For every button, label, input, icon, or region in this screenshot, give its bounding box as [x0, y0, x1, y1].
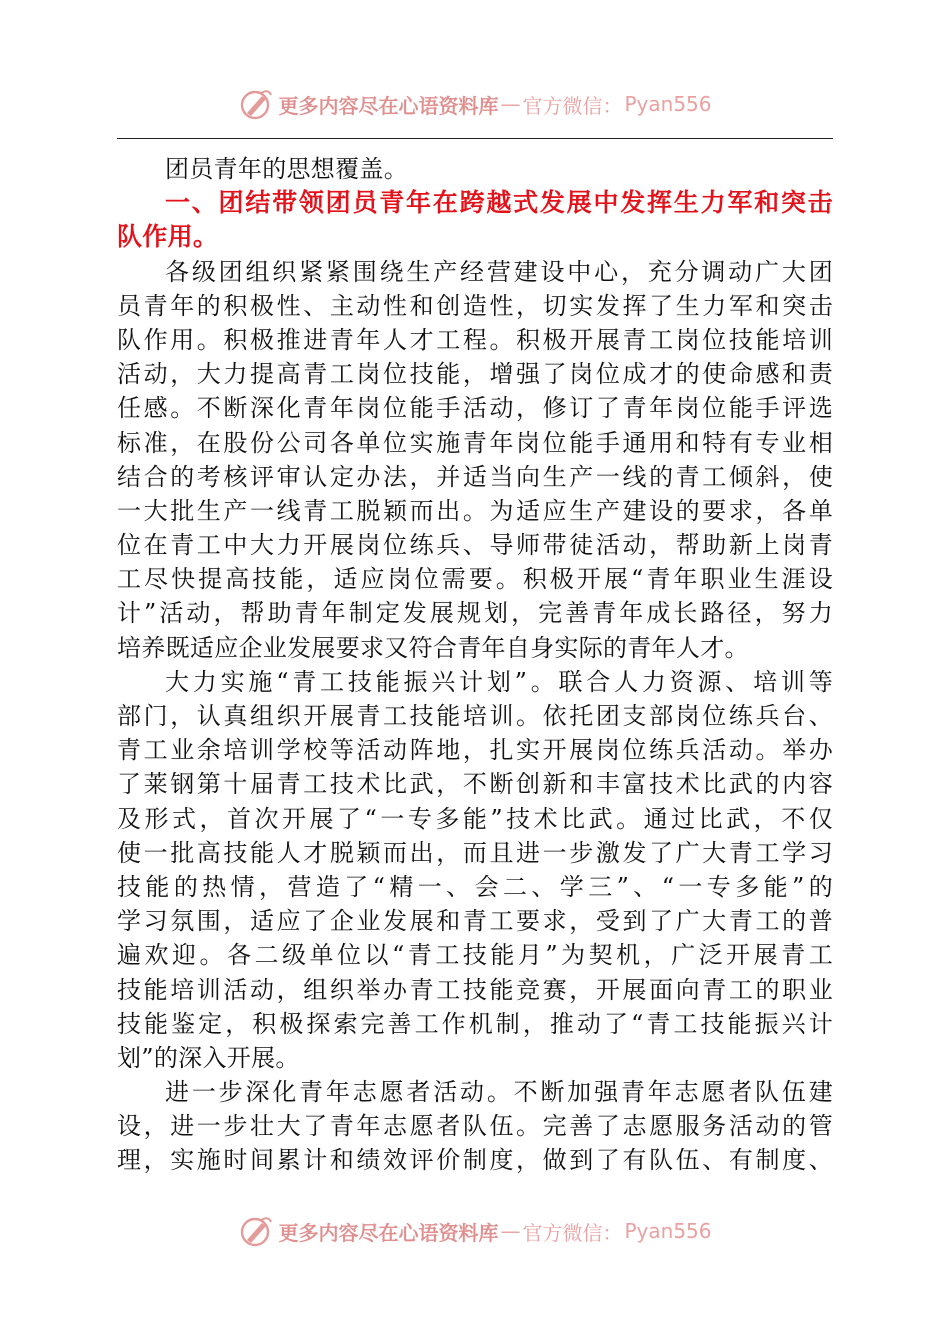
- paragraph-line: 结合的考核评审认定办法，并适当向生产一线的青工倾斜，使: [117, 462, 833, 491]
- paragraph-line: 技能的热情，营造了“精一、会二、学三”、“一专多能”的: [117, 872, 833, 901]
- paragraph-line: 划”的深入开展。: [117, 1043, 300, 1072]
- section-heading-continued: 队作用。: [117, 222, 219, 252]
- paragraph-line: 一大批生产一线青工脱颖而出。为适应生产建设的要求，各单: [117, 496, 833, 525]
- section-heading: 一、团结带领团员青年在跨越式发展中发挥生力军和突击: [165, 188, 833, 218]
- paragraph-line: 技能鉴定，积极探索完善工作机制，推动了“青工技能振兴计: [117, 1009, 833, 1038]
- paragraph-line: 计”活动，帮助青年制定发展规划，完善青年成长路径，努力: [117, 599, 833, 628]
- paragraph-line: 学习氛围，适应了企业发展和青工要求，受到了广大青工的普: [117, 907, 833, 936]
- paragraph-line: 标准，在股份公司各单位实施青年岗位能手通用和特有专业相: [117, 428, 833, 457]
- body-line: 团员青年的思想覆盖。: [165, 155, 408, 183]
- watermark-wechat-label: 官方微信：: [522, 1220, 623, 1245]
- header-divider: [117, 138, 833, 139]
- paragraph-line: 活动，大力提高青工岗位技能，增强了岗位成才的使命感和责: [117, 360, 833, 389]
- paragraph-line: 遍欢迎。各二级单位以“青工技能月”为契机，广泛开展青工: [117, 941, 833, 970]
- watermark-main-text: 更多内容尽在心语资料库: [278, 93, 499, 118]
- paragraph-line: 理，实施时间累计和绩效评价制度，做到了有队伍、有制度、: [117, 1146, 833, 1175]
- paragraph-line: 技能培训活动，组织举办青工技能竞赛，开展面向青工的职业: [117, 975, 833, 1004]
- paragraph-line: 了莱钢第十届青工技术比武，不断创新和丰富技术比武的内容: [117, 770, 833, 799]
- paragraph-line: 设，进一步壮大了青年志愿者队伍。完善了志愿服务活动的管: [117, 1112, 833, 1141]
- watermark-wechat-id: Pyan556: [624, 1219, 712, 1243]
- paragraph-line: 队作用。积极推进青年人才工程。积极开展青工岗位技能培训: [117, 325, 833, 354]
- paragraph-line: 使一批高技能人才脱颖而出，而且进一步激发了广大青工学习: [117, 838, 833, 867]
- watermark-separator: —: [500, 92, 521, 116]
- watermark-wechat-id: Pyan556: [624, 92, 712, 116]
- watermark-wechat-label: 官方微信：: [522, 93, 623, 118]
- header-watermark: [0, 84, 950, 124]
- document-body: [117, 152, 833, 1178]
- footer-watermark: [0, 1211, 950, 1251]
- paragraph-line: 员青年的积极性、主动性和创造性，切实发挥了生力军和突击: [117, 291, 833, 320]
- paragraph-line: 部门，认真组织开展青工技能培训。依托团支部岗位练兵台、: [117, 702, 833, 730]
- paragraph-line: 各级团组织紧紧围绕生产经营建设中心，充分调动广大团: [165, 257, 833, 286]
- pen-logo-icon: [238, 1213, 274, 1249]
- paragraph-line: 任感。不断深化青年岗位能手活动，修订了青年岗位能手评选: [117, 394, 833, 423]
- paragraph-line: 工尽快提高技能，适应岗位需要。积极开展“青年职业生涯设: [117, 565, 833, 594]
- paragraph-line: 大力实施“青工技能振兴计划”。联合人力资源、培训等: [165, 667, 833, 696]
- pen-logo-icon: [238, 86, 274, 122]
- paragraph-line: 青工业余培训学校等活动阵地，扎实开展岗位练兵活动。举办: [117, 736, 833, 765]
- paragraph-line: 及形式，首次开展了“一专多能”技术比武。通过比武，不仅: [117, 804, 833, 833]
- paragraph-line: 位在青工中大力开展岗位练兵、导师带徒活动，帮助新上岗青: [117, 531, 833, 560]
- watermark-main-text: 更多内容尽在心语资料库: [278, 1220, 499, 1245]
- watermark-separator: —: [500, 1219, 521, 1243]
- paragraph-line: 进一步深化青年志愿者活动。不断加强青年志愿者队伍建: [165, 1078, 833, 1107]
- paragraph-line: 培养既适应企业发展要求又符合青年自身实际的青年人才。: [117, 633, 749, 662]
